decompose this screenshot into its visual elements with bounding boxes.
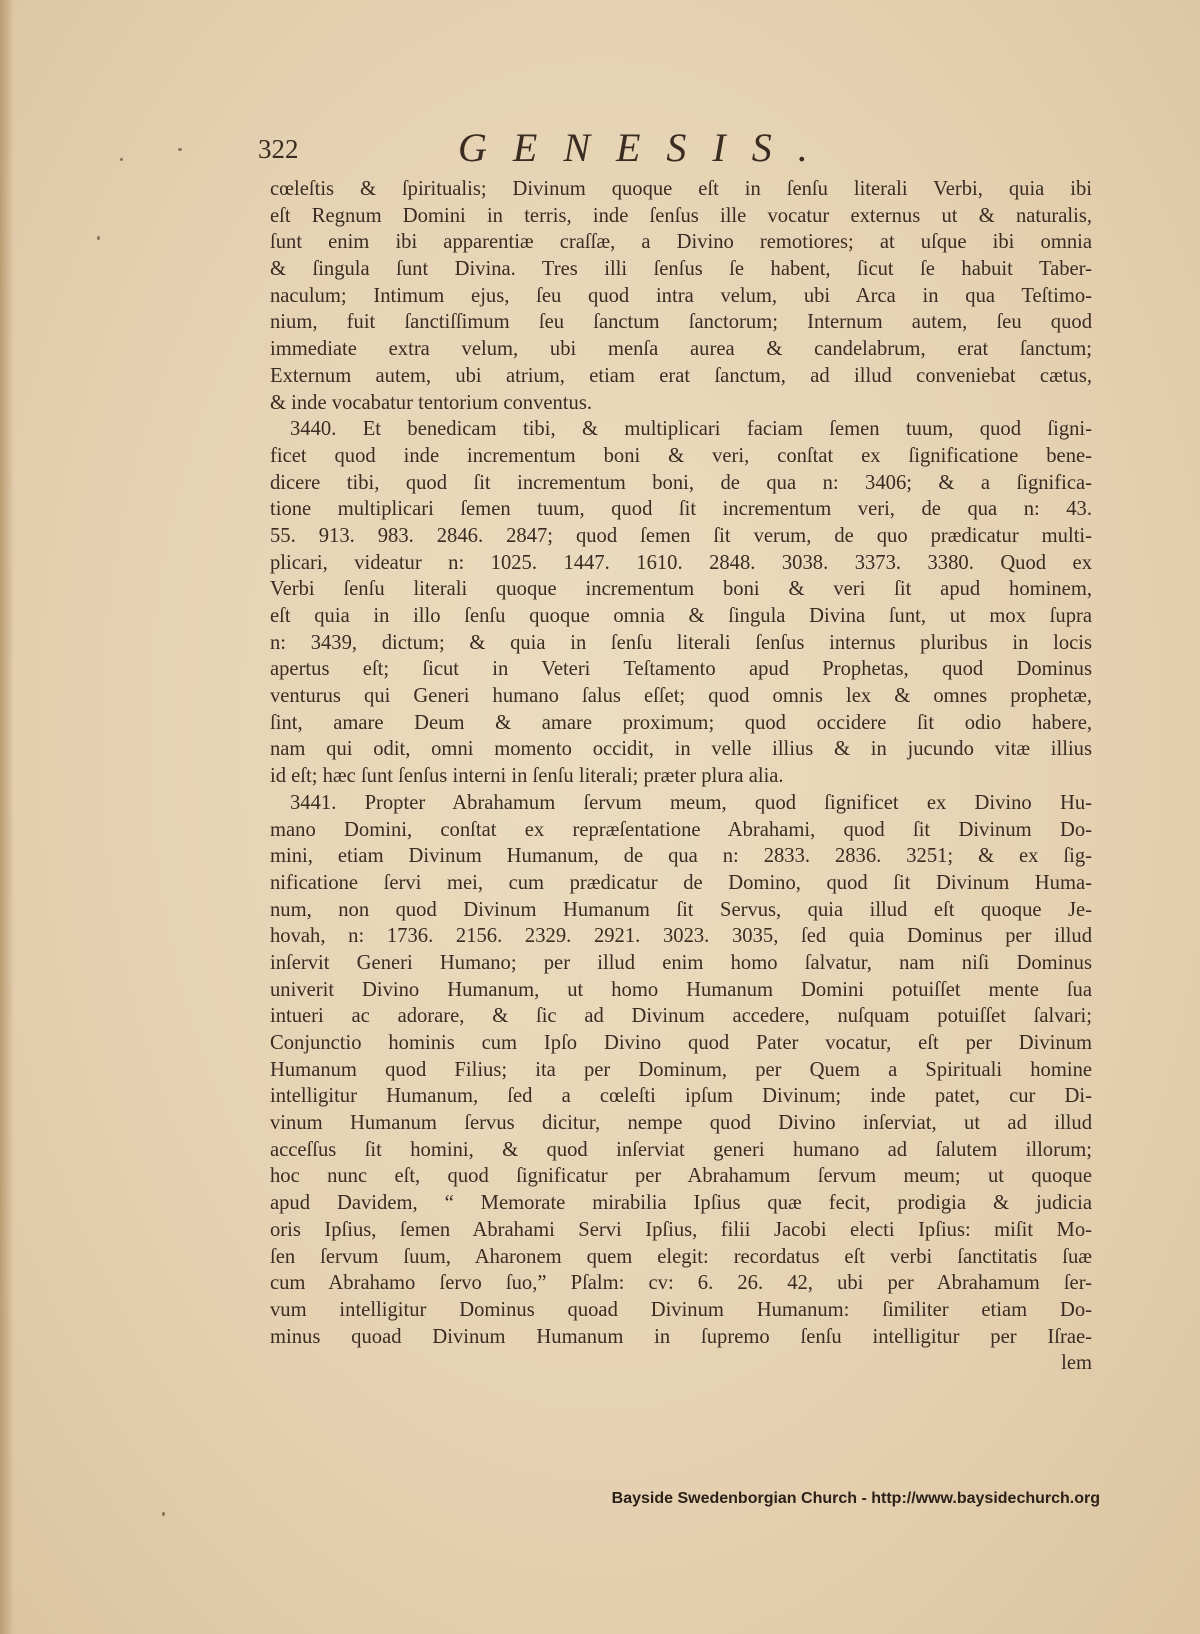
running-title: GENESIS. xyxy=(458,125,834,170)
text-line: ſen ſervum ſuum, Aharonem quem elegit: recordatus eſt verbi ſanctitatis ſuæ xyxy=(270,1245,1092,1268)
text-line: cœleſtis & ſpiritualis; Divinum quoque eſt in ſenſu literali Verbi, quia ibi xyxy=(270,178,1092,200)
text-line: & inde vocabatur tentorium conventus. xyxy=(270,391,592,414)
text-line: Verbi ſenſu literali quoque incrementum boni & veri ſit apud hominem, xyxy=(270,578,1092,601)
text-line: lem xyxy=(1061,1352,1092,1375)
text-line: ficet quod inde incrementum boni & veri, conſtat ex ſignificatione bene- xyxy=(270,444,1092,467)
text-line: & ſingula ſunt Divina. Tres illi ſenſus ſe habent, ſicut ſe habuit Taber- xyxy=(270,258,1092,281)
ink-speck xyxy=(162,1512,165,1516)
page-number: 322 xyxy=(258,134,299,164)
text-line: nam qui odit, omni momento occidit, in velle illius & in jucundo vitæ illius xyxy=(270,738,1092,761)
text-line: nium, fuit ſanctiſſimum ſeu ſanctum ſanctorum; Internum autem, ſeu quod xyxy=(270,311,1092,334)
text-line: oris Ipſius, ſemen Abrahami Servi Ipſius, filii Jacobi electi Ipſius: miſit Mo- xyxy=(270,1218,1092,1241)
text-line: Conjunctio hominis cum Ipſo Divino quod Pater vocatur, eſt per Divinum xyxy=(270,1032,1092,1054)
page-header xyxy=(258,124,898,174)
text-line: tione multiplicari ſemen tuum, quod ſit incrementum veri, de qua n: 43. xyxy=(270,498,1092,521)
text-line: immediate extra velum, ubi menſa aurea & candelabrum, erat ſanctum; xyxy=(270,338,1092,361)
text-line: eſt Regnum Domini in terris, inde ſenſus ille vocatur externus ut & naturalis, xyxy=(270,204,1092,227)
text-line: vinum Humanum ſervus dicitur, nempe quod Divino inſerviat, ut ad illud xyxy=(270,1112,1092,1135)
body-text xyxy=(270,176,1092,1377)
text-line: eſt quia in illo ſenſu quoque omnia & ſingula Divina ſunt, ut mox ſupra xyxy=(270,605,1092,627)
text-line: apud Davidem, “ Memorate mirabilia Ipſius quæ fecit, prodigia & judicia xyxy=(270,1192,1092,1215)
text-line: apertus eſt; ſicut in Veteri Teſtamento apud Prophetas, quod Dominus xyxy=(270,658,1092,681)
text-line: nificatione ſervi mei, cum prædicatur de Domino, quod ſit Divinum Huma- xyxy=(270,871,1092,894)
text-line: plicari, videatur n: 1025. 1447. 1610. 2848. 3038. 3373. 3380. Quod ex xyxy=(270,551,1092,574)
text-line: intelligitur Humanum, ſed a cœleſti ipſum Divinum; inde patet, cur Di- xyxy=(270,1085,1092,1108)
text-line: vum intelligitur Dominus quoad Divinum Humanum: ſimiliter etiam Do- xyxy=(270,1298,1092,1321)
text-line: dicere tibi, quod ſit incrementum boni, de qua n: 3406; & a ſignifica- xyxy=(270,471,1092,494)
text-line: Humanum quod Filius; ita per Dominum, per Quem a Spirituali homine xyxy=(270,1058,1092,1081)
text-line: mano Domini, conſtat ex repræſentatione Abrahami, quod ſit Divinum Do- xyxy=(270,818,1092,841)
text-line: n: 3439, dictum; & quia in ſenſu literali ſenſus internus pluribus in locis xyxy=(270,631,1092,654)
text-line: 3440. Et benedicam tibi, & multiplicari faciam ſemen tuum, quod ſigni- xyxy=(290,418,1092,441)
text-line: id eſt; hæc ſunt ſenſus interni in ſenſu literali; præter plura alia. xyxy=(270,765,784,788)
text-line: num, non quod Divinum Humanum ſit Servus, quia illud eſt quoque Je- xyxy=(270,898,1092,921)
text-line: mini, etiam Divinum Humanum, de qua n: 2833. 2836. 3251; & ex ſig- xyxy=(270,845,1092,868)
text-line: Externum autem, ubi atrium, etiam erat ſanctum, ad illud conveniebat cætus, xyxy=(270,364,1092,387)
text-line: minus quoad Divinum Humanum in ſupremo ſenſu intelligitur per Iſrae- xyxy=(270,1325,1092,1348)
text-line: ſint, amare Deum & amare proximum; quod occidere ſit odio habere, xyxy=(270,711,1092,734)
text-line: ſunt enim ibi apparentiæ craſſæ, a Divino remotiores; at uſque ibi omnia xyxy=(270,231,1092,254)
text-line: inſervit Generi Humano; per illud enim homo ſalvatur, nam niſi Dominus xyxy=(270,951,1092,974)
text-line: venturus qui Generi humano ſalus eſſet; quod omnis lex & omnes prophetæ, xyxy=(270,685,1092,708)
footer-credit: Bayside Swedenborgian Church - http://www.baysidechurch.org xyxy=(611,1490,1100,1507)
ink-speck xyxy=(120,158,123,161)
page-left-edge-shadow xyxy=(0,0,14,1634)
text-line: naculum; Intimum ejus, ſeu quod intra velum, ubi Arca in qua Teſtimo- xyxy=(270,284,1092,307)
text-line: hovah, n: 1736. 2156. 2329. 2921. 3023. 3035, ſed quia Dominus per illud xyxy=(270,925,1092,948)
text-line: intueri ac adorare, & ſic ad Divinum accedere, nuſquam potuiſſet ſalvari; xyxy=(270,1005,1092,1028)
ink-speck xyxy=(178,148,182,151)
text-line: 3441. Propter Abrahamum ſervum meum, quod ſignificet ex Divino Hu- xyxy=(290,791,1092,814)
text-line: acceſſus ſit homini, & quod inſerviat generi humano ad ſalutem illorum; xyxy=(270,1138,1092,1161)
text-line: 55. 913. 983. 2846. 2847; quod ſemen ſit verum, de quo prædicatur multi- xyxy=(270,524,1092,547)
text-line: univerit Divino Humanum, ut homo Humanum Domini potuiſſet mente ſua xyxy=(270,978,1092,1001)
text-line: hoc nunc eſt, quod ſignificatur per Abrahamum ſervum meum; ut quoque xyxy=(270,1165,1092,1188)
ink-speck xyxy=(97,236,100,240)
text-line: cum Abrahamo ſervo ſuo,” Pſalm: cv: 6. 26. 42, ubi per Abrahamum ſer- xyxy=(270,1272,1092,1295)
